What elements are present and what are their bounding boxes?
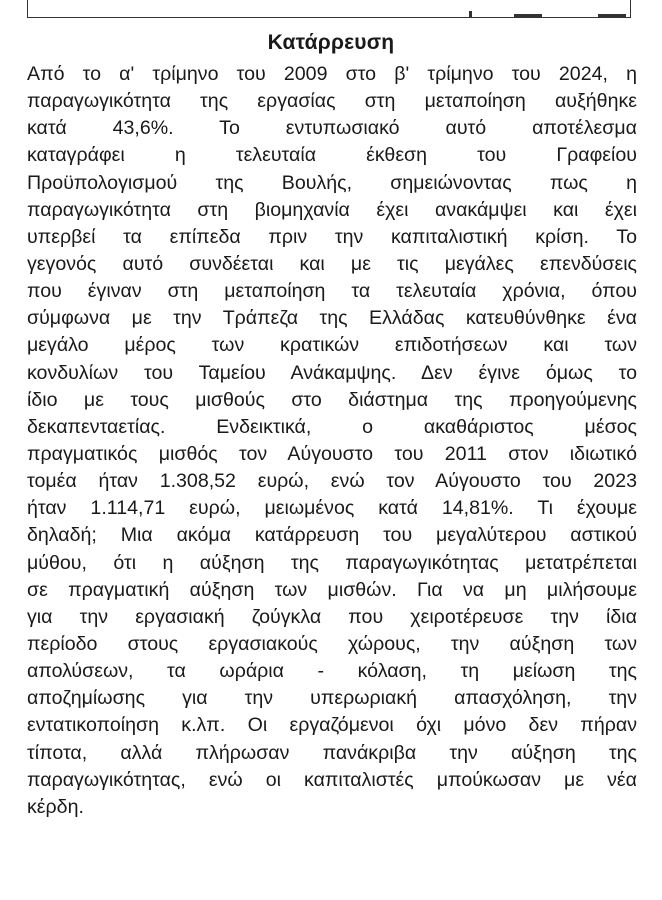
text-line: δηλαδή; Μια ακόμα κατάρρευση του μεγαλύτερου αστικού: [27, 524, 637, 547]
text-line: παραγωγικότητας, ενώ οι καπιταλιστές μπούκωσαν με νέα: [27, 768, 637, 791]
frame-fragment: [514, 14, 542, 17]
article-body: [27, 61, 637, 821]
text-line: Προϋπολογισμού της Βουλής, σημειώνοντας πως η: [27, 171, 637, 194]
text-line: δεκαπενταετίας. Ενδεικτικά, ο ακαθάριστος μέσος: [27, 415, 637, 438]
text-line: καταγράφει η τελευταία έκθεση του Γραφείου: [27, 144, 637, 167]
text-line: υπερβεί τα επίπεδα πριν την καπιταλιστική κρίση. Το: [27, 225, 637, 248]
text-line: για την εργασιακή ζούγκλα που χειροτέρευσε την ίδια: [27, 605, 637, 628]
article-heading: Κατάρρευση: [267, 31, 395, 54]
text-line: τομέα ήταν 1.308,52 ευρώ, ενώ τον Αύγουστο του 2023: [27, 470, 637, 493]
text-line: κονδυλίων του Ταμείου Ανάκαμψης. Δεν έγινε όμως το: [27, 361, 637, 384]
text-line: τίποτα, αλλά πλήρωσαν πανάκριβα την αύξηση της: [27, 741, 637, 764]
text-line: ίδιο με τους μισθούς στο διάστημα της προηγούμενης: [27, 388, 637, 411]
text-line: περίοδο στους εργασιακούς χώρους, την αύξηση των: [27, 632, 637, 655]
text-line: σε πραγματική αύξηση των μισθών. Για να μη μιλήσουμε: [27, 578, 637, 601]
text-line: Από το α' τρίμηνο του 2009 στο β' τρίμηνο του 2024, η: [27, 63, 637, 85]
text-line: πραγματικός μισθός τον Αύγουστο του 2011 στον ιδιωτικό: [27, 442, 637, 465]
text-line: εντατικοποίηση κ.λπ. Οι εργαζόμενοι όχι μόνο δεν πήραν: [27, 714, 637, 737]
text-line: κατά 43,6%. Το εντυπωσιακό αυτό αποτέλεσμα: [27, 117, 637, 140]
text-line: παραγωγικότητα της εργασίας στη μεταποίηση αυξήθηκε: [27, 90, 637, 113]
text-line: γεγονός αυτό συνδέεται και με τις μεγάλες επενδύσεις: [27, 252, 637, 275]
frame-fragment: [469, 11, 472, 17]
text-line: που έγιναν στη μεταποίηση τα τελευταία χρόνια, όπου: [27, 280, 637, 303]
text-line: σύμφωνα με την Τράπεζα της Ελλάδας κατευθύνθηκε ένα: [27, 307, 637, 330]
text-line: κέρδη.: [27, 795, 84, 818]
text-line: απολύσεων, τα ωράρια - κόλαση, τη μείωση της: [27, 660, 637, 683]
frame-fragment: [598, 14, 626, 17]
text-line: μεγάλο μέρος των κρατικών επιδοτήσεων και των: [27, 334, 637, 357]
text-line: μύθου, ότι η αύξηση της παραγωγικότητας μετατρέπεται: [27, 551, 637, 574]
previous-section-frame: [27, 0, 631, 18]
text-line: αποζημίωσης για την υπερωριακή απασχόληση, την: [27, 687, 637, 710]
text-line: ήταν 1.114,71 ευρώ, μειωμένος κατά 14,81%. Τι έχουμε: [27, 497, 637, 520]
text-line: παραγωγικότητα στη βιομηχανία έχει ανακάμψει και έχει: [27, 198, 637, 221]
